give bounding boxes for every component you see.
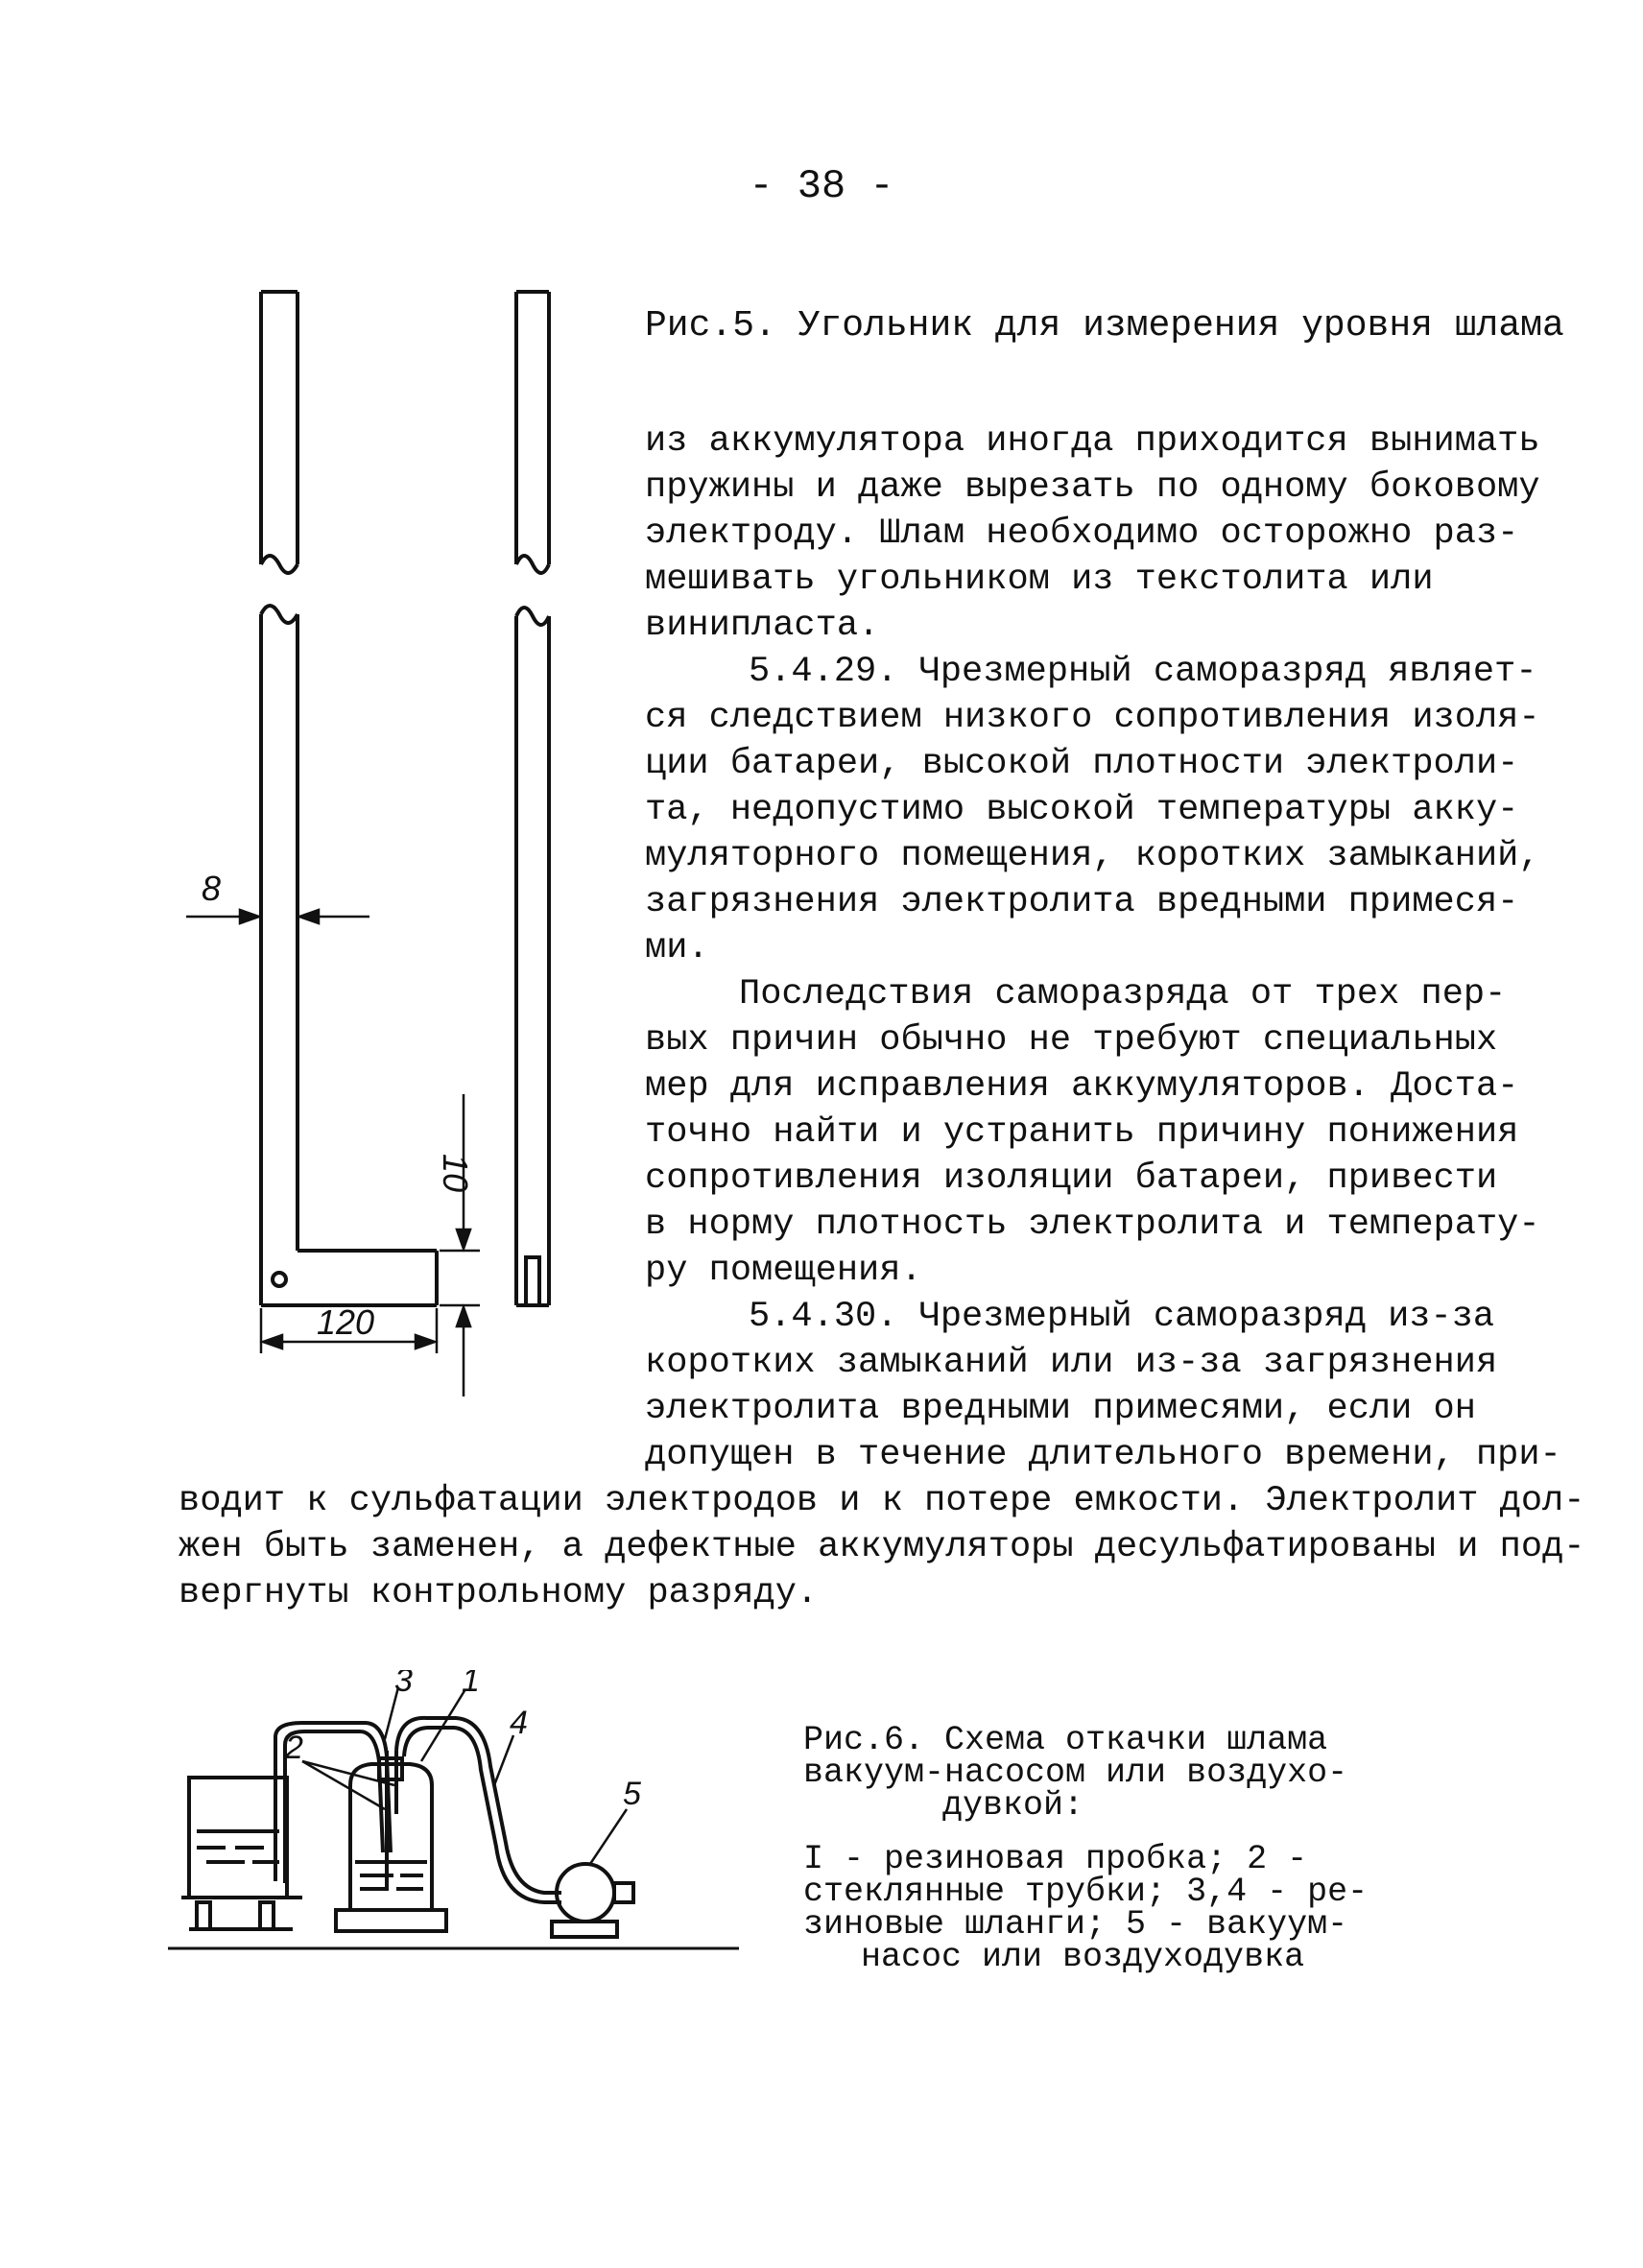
text-line: точно найти и устранить причину понижения (645, 1112, 1519, 1153)
text-line: загрязнения электролита вредными примеся- (645, 882, 1519, 922)
text-line: водит к сульфатации электродов и к потере емкости. Электролит дол- (179, 1481, 1585, 1521)
figure6-drawing (168, 1670, 763, 1968)
fig5-left-break-top (261, 556, 298, 573)
figure6-caption (803, 1721, 1348, 1825)
text-line: муляторного помещения, коротких замыканий, (645, 836, 1540, 876)
fig6-stopper (379, 1758, 402, 1779)
text-line: вых причин обычно не требуют специальных (645, 1020, 1498, 1061)
text-line: 5.4.30. Чрезмерный саморазряд из-за (749, 1297, 1495, 1337)
fig5-dim-width: 8 (202, 869, 222, 908)
text-line: электролита вредными примесями, если он (645, 1389, 1476, 1429)
text-line: коротких замыканий или из-за загрязнения (645, 1343, 1498, 1383)
text-line: ции батареи, высокой плотности электроли- (645, 744, 1519, 784)
fig6-label-1: 1 (462, 1670, 480, 1699)
figure6-legend-line: зиновые шланги; 5 - вакуум- (803, 1905, 1348, 1944)
figure5-drawing (173, 278, 595, 1411)
text-line: та, недопустимо высокой температуры акку- (645, 790, 1519, 830)
figure6-legend-line: насос или воздуходувка (861, 1938, 1305, 1976)
fig6-label-3: 3 (394, 1670, 413, 1699)
text-line: сопротивления изоляции батареи, привести (645, 1158, 1498, 1199)
figure6-caption-line: Рис.6. Схема откачки шлама (803, 1721, 1328, 1759)
figure5-caption: Рис.5. Угольник для измерения уровня шлама (645, 305, 1564, 346)
fig5-dim-height: 10 (436, 1154, 475, 1193)
text-line: из аккумулятора иногда приходится вынимать (645, 421, 1540, 462)
text-line: пружины и даже вырезать по одному боковому (645, 467, 1540, 508)
page-number: - 38 - (749, 163, 894, 209)
text-line: ся следствием низкого сопротивления изоля- (645, 698, 1540, 738)
text-line: допущен в течение длительного времени, при- (645, 1435, 1561, 1475)
figure6-legend (803, 1840, 1369, 1976)
text-line: 5.4.29. Чрезмерный саморазряд являет- (749, 652, 1537, 692)
text-line: электроду. Шлам необходимо осторожно раз- (645, 513, 1519, 554)
text-line: мешивать угольником из текстолита или (645, 560, 1434, 600)
figure6-legend-line: I - резиновая пробка; 2 - (803, 1840, 1308, 1878)
text-line: ми. (645, 928, 709, 968)
text-line: ру помещения. (645, 1251, 922, 1291)
fig5-dim-length: 120 (317, 1302, 375, 1342)
figure6-caption-line: дувкой: (942, 1786, 1084, 1825)
fig6-hose-4 (396, 1718, 561, 1893)
fig5-slot (526, 1257, 539, 1305)
figure6-caption-line: вакуум-насосом или воздухо- (803, 1754, 1348, 1792)
fig6-pump (557, 1864, 614, 1922)
text-line: мер для исправления аккумуляторов. Доста- (645, 1066, 1519, 1107)
fig6-label-2: 2 (285, 1730, 303, 1766)
fig5-left-break-bottom (261, 606, 298, 623)
text-line: Последствия саморазряда от трех пер- (739, 974, 1507, 1015)
text-line: винипласта. (645, 606, 880, 646)
text-line: вергнуты контрольному разряду. (179, 1573, 819, 1613)
text-line: жен быть заменен, а дефектные аккумуляторы десульфатированы и под- (179, 1527, 1585, 1567)
fig5-hole (273, 1273, 286, 1286)
fig6-tank (189, 1778, 287, 1898)
fig6-label-4: 4 (510, 1705, 528, 1741)
fig6-label-5: 5 (623, 1776, 641, 1812)
text-line: в норму плотность электролита и температу- (645, 1205, 1540, 1245)
figure6-legend-line: стеклянные трубки; 3,4 - ре- (803, 1873, 1369, 1911)
